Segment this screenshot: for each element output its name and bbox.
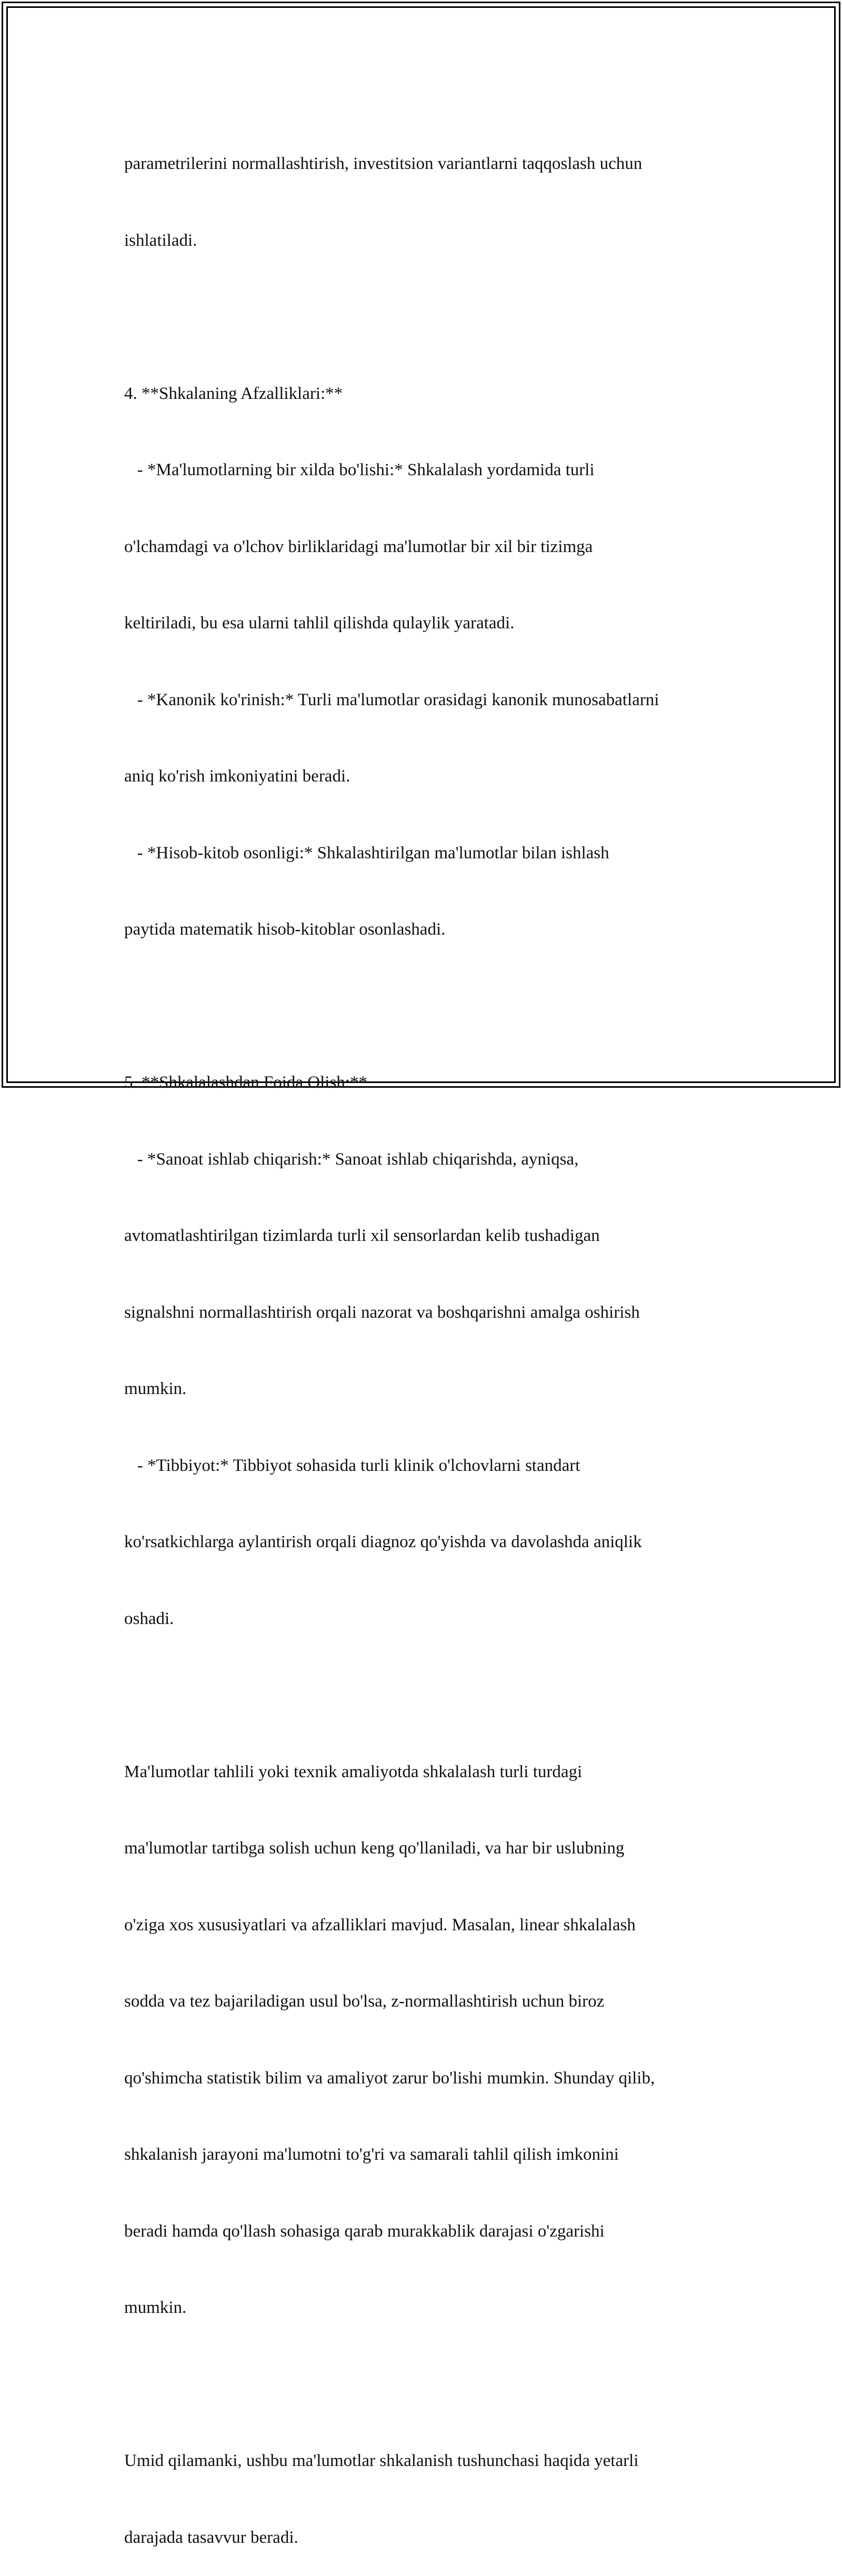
blank-line bbox=[124, 2372, 745, 2398]
list-item-line: - *Tibbiyot:* Tibbiyot sohasida turli klinik o'lchovlarni standart bbox=[124, 1456, 580, 1475]
section-heading: 5. **Shkalalashdan Foida Olish:** bbox=[124, 1073, 367, 1092]
paragraph-line: ma'lumotlar tartibga solish uchun keng qo'llaniladi, va har bir uslubning bbox=[124, 1839, 625, 1858]
section-heading: 4. **Shkalaning Afzalliklari:** bbox=[124, 384, 343, 403]
blank-line bbox=[124, 304, 745, 330]
list-item-line: - *Kanonik ko'rinish:* Turli ma'lumotlar orasidagi kanonik munosabatlarni bbox=[124, 690, 659, 709]
paragraph-line: shkalanish jarayoni ma'lumotni to'g'ri va samarali tahlil qilish imkonini bbox=[124, 2145, 619, 2164]
blank-line bbox=[124, 1682, 745, 1708]
text-line: avtomatlashtirilgan tizimlarda turli xil sensorlardan kelib tushadigan bbox=[124, 1226, 600, 1245]
text-line: aniq ko'rish imkoniyatini beradi. bbox=[124, 767, 350, 786]
text-line: mumkin. bbox=[124, 1379, 187, 1398]
paragraph-line: Ma'lumotlar tahlili yoki texnik amaliyotda shkalalash turli turdagi bbox=[124, 1762, 583, 1781]
text-line: signalshni normallashtirish orqali nazorat va boshqarishni amalga oshirish bbox=[124, 1302, 640, 1322]
paragraph-line: sodda va tez bajariladigan usul bo'lsa, z-normallashtirish uchun biroz bbox=[124, 1992, 605, 2011]
document-body bbox=[124, 100, 745, 2576]
paragraph-line: o'ziga xos xususiyatlari va afzalliklari mavjud. Masalan, linear shkalalash bbox=[124, 1915, 636, 1934]
text-line: o'lchamdagi va o'lchov birliklaridagi ma'lumotlar bir xil bir tizimga bbox=[124, 537, 593, 556]
list-item-line: - *Hisob-kitob osonligi:* Shkalashtirilgan ma'lumotlar bilan ishlash bbox=[124, 843, 609, 863]
paragraph-line: qo'shimcha statistik bilim va amaliyot zarur bo'lishi mumkin. Shunday qilib, bbox=[124, 2068, 655, 2088]
text-line: paytida matematik hisob-kitoblar osonlashadi. bbox=[124, 920, 446, 939]
paragraph-line: beradi hamda qo'llash sohasiga qarab murakkablik darajasi o'zgarishi bbox=[124, 2221, 605, 2241]
text-line: oshadi. bbox=[124, 1609, 174, 1628]
list-item-line: - *Sanoat ishlab chiqarish:* Sanoat ishlab chiqarishda, ayniqsa, bbox=[124, 1149, 579, 1169]
paragraph-line: Umid qilamanki, ushbu ma'lumotlar shkalanish tushunchasi haqida yetarli bbox=[124, 2451, 639, 2470]
paragraph-line: mumkin. bbox=[124, 2298, 187, 2317]
text-line: ishlatiladi. bbox=[124, 230, 197, 250]
text-line: keltiriladi, bu esa ularni tahlil qilishda qulaylik yaratadi. bbox=[124, 614, 515, 633]
list-item-line: - *Ma'lumotlarning bir xilda bo'lishi:* Shkalalash yordamida turli bbox=[124, 460, 595, 479]
text-line: ko'rsatkichlarga aylantirish orqali diagnoz qo'yishda va davolashda aniqlik bbox=[124, 1532, 642, 1551]
paragraph-line: darajada tasavvur beradi. bbox=[124, 2528, 298, 2547]
text-line: parametrilerini normallashtirish, investitsion variantlarni taqqoslash uchun bbox=[124, 154, 643, 173]
blank-line bbox=[124, 994, 745, 1019]
